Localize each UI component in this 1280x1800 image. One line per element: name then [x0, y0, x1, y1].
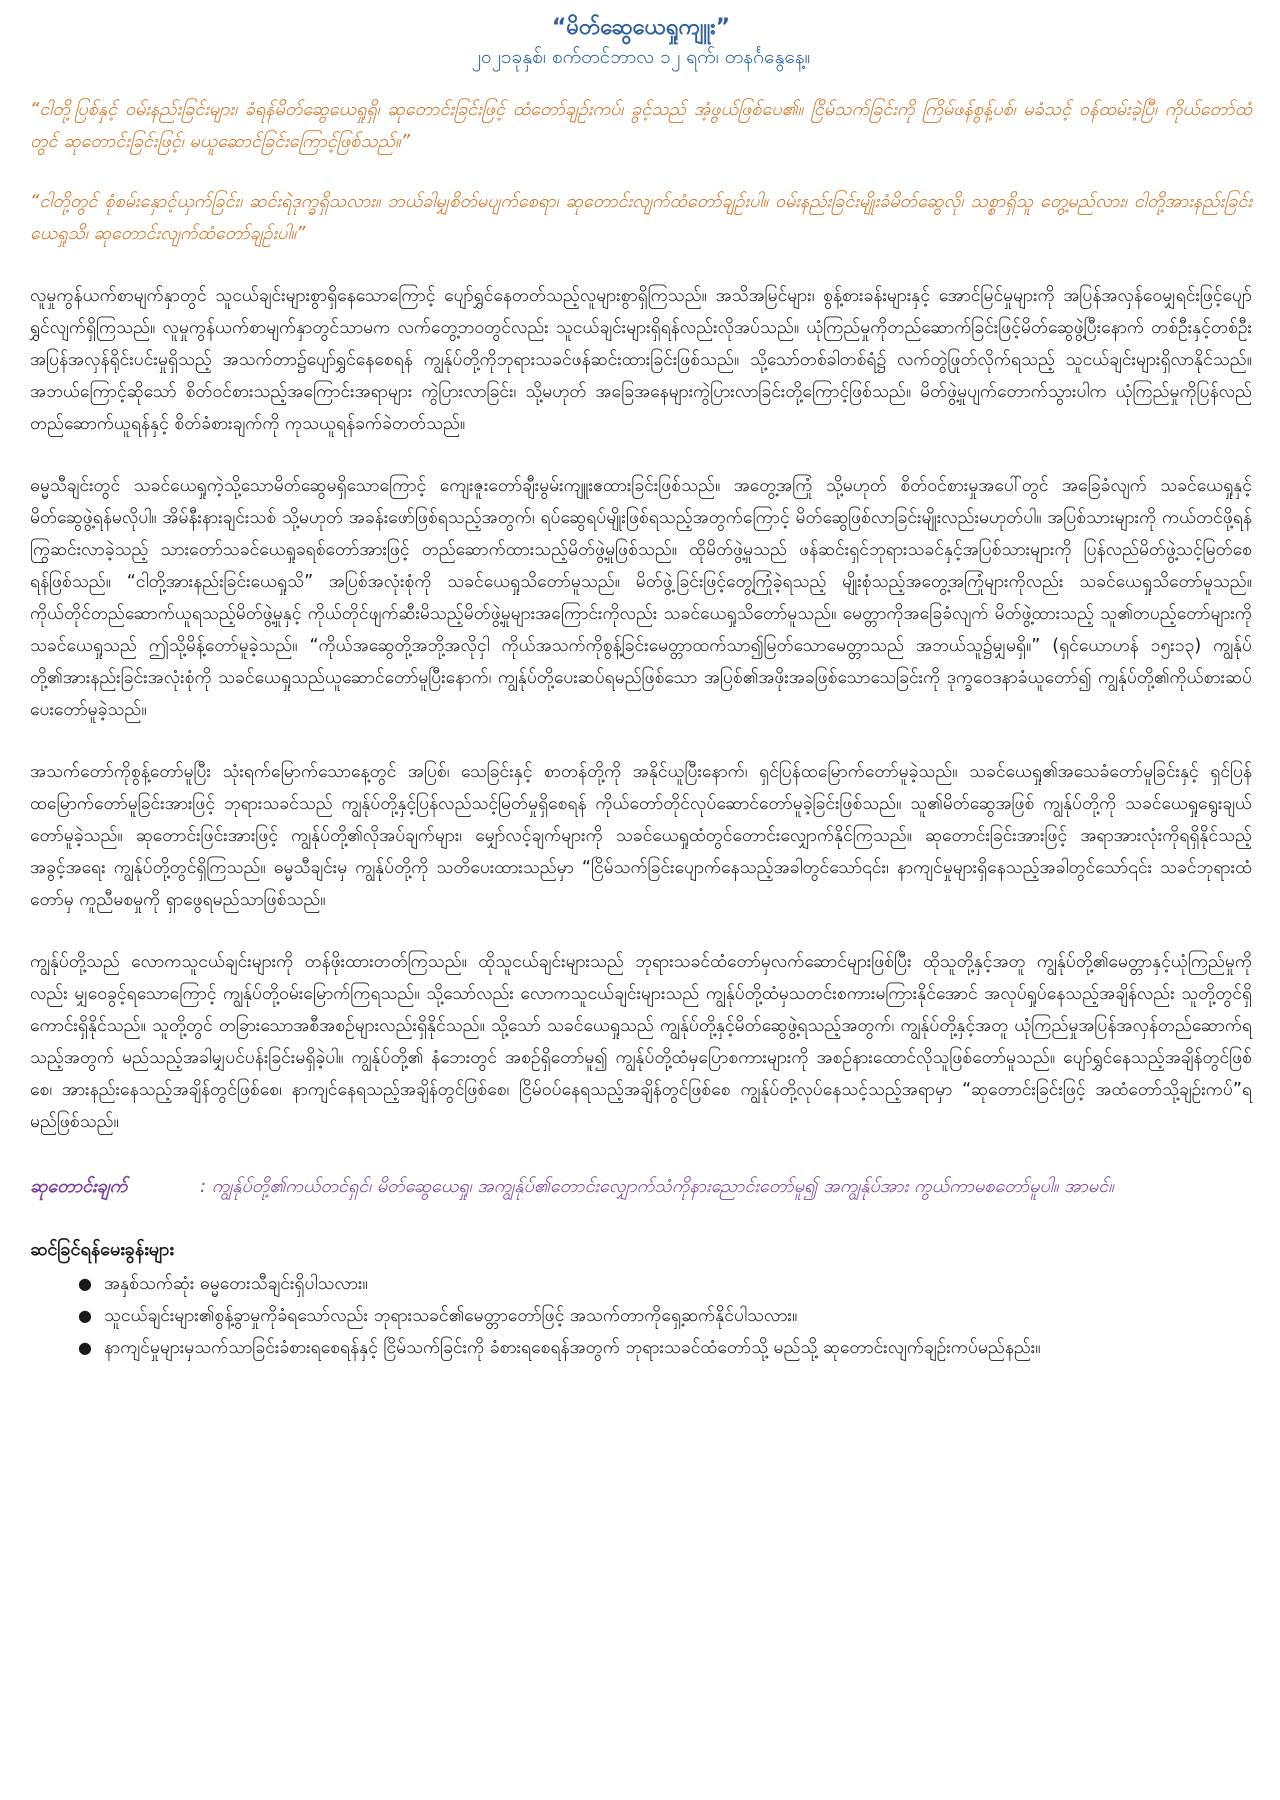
devotional-page [30, 0, 1252, 1364]
hymn-quote-1: “ငါတို့ပြစ်နှင့် ဝမ်းနည်းခြင်းများ၊ ခံရန်မိတ်ဆွေယေရှုရှိ၊ ဆုတောင်းခြင်းဖြင့် ထံတော်ချဉ်းကပ်၊ ခွင့်သည် အံ့ဖွယ်ဖြစ်ပေ၏။ ငြိမ်သက်ခြင်းကို ကြိမ်ဖန်စွန့်ပစ်၊ မခံသင့် ဝန်ထမ်းခဲ့ပြီ၊ ကိုယ်တော်ထံတွင် ဆုတောင်းခြင်းဖြင့်၊ မယူဆောင်ခြင်းကြောင့်ဖြစ်သည်။” [30, 99, 1252, 152]
body-paragraph-1: လူမှုကွန်ယက်စာမျက်နှာတွင် သူငယ်ချင်းများစွာရှိနေသောကြောင့် ပျော်ရွှင်နေတတ်သည့်လူများစွာရှိကြသည်။ အသိအမြင်များ၊ စွန့်စားခန်းများနှင့် အောင်မြင်မှုများကို အပြန်အလှန်ဝေမျှရင်းဖြင့်ပျော်ရွှင်လျက်ရှိကြသည်။ လူမှုကွန်ယက်စာမျက်နှာတွင်သာမက လက်တွေ့ဘဝတွင်လည်း သူငယ်ချင်းများရှိရန်လည်းလိုအပ်သည်။ ယုံကြည်မှုကိုတည်ဆောက်ခြင်းဖြင့်မိတ်ဆွေဖွဲ့ပြီးနောက် တစ်ဦးနှင့်တစ်ဦးအပြန်အလှန်ရိုင်းပင်းမှုရှိသည့် အသက်တာ၌ပျော်ရွှင်နေစေရန် ကျွန်ုပ်တို့ကိုဘုရားသခင်ဖန်ဆင်းထားခြင်းဖြစ်သည်။ သို့သော်တစ်ခါတစ်ရံ၌ လက်တွဲဖြုတ်လိုက်ရသည့် သူငယ်ချင်းများရှိလာနိုင်သည်။ အဘယ်ကြောင့်ဆိုသော် စိတ်ဝင်စားသည့်အကြောင်းအရာများ ကွဲပြားလာခြင်း၊ သို့မဟုတ် အခြေအနေများကွဲပြားလာခြင်းတို့ကြောင့်ဖြစ်သည်။ မိတ်ဖွဲ့မှုပျက်တောက်သွားပါက ယုံကြည်မှုကိုပြန်လည်တည်ဆောက်ယူရန်နှင့် စိတ်ခံစားချက်ကို ကုသယူရန်ခက်ခဲတတ်သည်။ [30, 286, 1252, 434]
prayer-label: ဆုတောင်းချက် [30, 1176, 128, 1197]
question-text-2: သူငယ်ချင်းများ၏စွန့်ခွာမှုကိုခံရသော်လည်း ဘုရားသခင်၏မေတ္တာတော်ဖြင့် အသက်တာကိုရှေ့ဆက်နိုင်ပါသလား။ [104, 1306, 798, 1326]
bullet-icon: ● [78, 1338, 92, 1357]
bullet-icon: ● [78, 1306, 92, 1325]
prayer-block [30, 1172, 1252, 1202]
questions-list [30, 1268, 1252, 1364]
hymn-quote-2: “ငါတို့တွင် စုံစမ်းနှောင့်ယှက်ခြင်း၊ ဆင်းရဲဒုက္ခရှိသလား။ ဘယ်ခါမျှစိတ်မပျက်စေရာ၊ ဆုတောင်းလျက်ထံတော်ချဉ်းပါ။ ဝမ်းနည်းခြင်းမျိုးခံမိတ်ဆွေလို၊ သစ္စာရှိသူ တွေ့မည်လား၊ ငါတို့အားနည်းခြင်းယေရှုသိ၊ ဆုတောင်းလျက်ထံတော်ချဉ်းပါ။” [30, 191, 1252, 244]
list-item [78, 1268, 1252, 1300]
body-paragraph-3: အသက်တော်ကိုစွန့်တော်မူပြီး သုံးရက်မြောက်သောနေ့တွင် အပြစ်၊ သေခြင်းနှင့် စာတန်တို့ကို အနိုင်ယူပြီးနောက်၊ ရှင်ပြန်ထမြောက်တော်မူခဲ့သည်။ သခင်ယေရှု၏အသေခံတော်မူခြင်းနှင့် ရှင်ပြန်ထမြောက်တော်မူခြင်းအားဖြင့် ဘုရားသခင်သည် ကျွန်ုပ်တို့နှင့်ပြန်လည်သင့်မြတ်မှုရှိစေရန် ကိုယ်တော်တိုင်လုပ်ဆောင်တော်မူခဲ့ခြင်းဖြစ်သည်။ သူ၏မိတ်ဆွေအဖြစ် ကျွန်ုပ်တို့ကို သခင်ယေရှုရွေးချယ်တော်မူခဲ့သည်။ ဆုတောင်းဖြင်းအားဖြင့် ကျွန်ုပ်တို့၏လိုအပ်ချက်များ၊ မျှော်လင့်ချက်များကို သခင်ယေရှုထံတွင်တောင်းလျှောက်နိုင်ကြသည်။ ဆုတောင်းခြင်းအားဖြင့် အရာအားလုံးကိုရရှိနိုင်သည့်အခွင့်အရေး ကျွန်ုပ်တို့တွင်ရှိကြသည်။ ဓမ္မသီချင်းမှ ကျွန်ုပ်တို့ကို သတိပေးထားသည်မှာ “ငြိမ်သက်ခြင်းပျောက်နေသည့်အခါတွင်သော်၎င်း၊ နာကျင်မှုများရှိနေသည့်အခါတွင်သော်၎င်း သခင်ဘုရားထံတော်မှ ကူညီမစမှုကို ရှာဖွေရမည်သာဖြစ်သည်။ [30, 762, 1252, 910]
list-item [78, 1332, 1252, 1364]
body-paragraph-2: ဓမ္မသီချင်းတွင် သခင်ယေရှုကဲ့သို့သောမိတ်ဆွေမရှိသောကြောင့် ကျေးဇူးတော်ချီးမွမ်းကျူးဧထားခြင်းဖြစ်သည်။ အတွေ့အကြုံ သို့မဟုတ် စိတ်ဝင်စားမှုအပေါ်တွင် အခြေခံလျက် သခင်ယေရှုနှင့် မိတ်ဆွေဖွဲ့ရန်မလိုပါ။ အိမ်နီးနားချင်းသစ် သို့မဟုတ် အခန်းဖော်ဖြစ်ရသည့်အတွက်၊ ရပ်ဆွေရပ်မျိုးဖြစ်ရသည့်အတွက်ကြောင့် မိတ်ဆွေဖြစ်လာခြင်းမျိုးလည်းမဟုတ်ပါ။ အပြစ်သားများကို ကယ်တင်ဖို့ရန်ကြွဆင်းလာခဲ့သည့် သားတော်သခင်ယေရှုခရစ်တော်အားဖြင့် တည်ဆောက်ထားသည့်မိတ်ဖွဲ့မှုဖြစ်သည်။ ထိုမိတ်ဖွဲ့မှုသည် ဖန်ဆင်းရှင်ဘုရားသခင်နှင့်အပြစ်သားများကို ပြန်လည်မိတ်ဖွဲ့သင့်မြတ်စေရန်ဖြစ်သည်။ “ငါတို့အားနည်းခြင်းယေရှုသိ” အပြစ်အလုံးစုံကို သခင်ယေရှုသိတော်မူသည်။ မိတ်ဖွဲ့ခြင်းဖြင့်တွေ့ကြုံခဲ့ရသည့် မျိုးစုံသည့်အတွေ့အကြုံများကိုလည်း သခင်ယေရှုသိတော်မူသည်။ ကိုယ်တိုင်တည်ဆောက်ယူရသည့်မိတ်ဖွဲ့မှုနှင့် ကိုယ်တိုင်ဖျက်ဆီးမိသည့်မိတ်ဖွဲ့မှုများအကြောင်းကိုလည်း သခင်ယေရှုသိတော်မူသည်။ မေတ္တာကိုအခြေခံလျက် မိတ်ဖွဲ့ထားသည့် သူ၏တပည့်တော်များကို သခင်ယေရှုသည် ဤသို့မိန့်တော်မူခဲ့သည်။ “ကိုယ်အဆွေတို့အဘို့အလိုငှါ ကိုယ်အသက်ကိုစွန့်ခြင်းမေတ္တာထက်သာ၍မြတ်သောမေတ္တာသည် အဘယ်သူ၌မျှမရှိ။” (ရှင်ယောဟန် ၁၅း၁၃) ကျွန်ုပ်တို့၏အားနည်းခြင်းအလုံးစုံကို သခင်ယေရှုသည်ယူဆောင်တော်မူပြီးနောက်၊ ကျွန်ုပ်တို့ပေးဆပ်ရမည်ဖြစ်သော အပြစ်၏အဖိုးအခဖြစ်သောသေခြင်းကို ဒုက္ခဝေဒနာခံယူတော်၍ ကျွန်ုပ်တို့၏ကိုယ်စားဆပ်ပေးတော်မူခဲ့သည်။ [30, 476, 1252, 720]
question-text-3: နာကျင်မှုများမှသက်သာခြင်းခံစားရစေရန်နှင့် ငြိမ်သက်ခြင်းကို ခံစားရစေရန်အတွက် ဘုရားသခင်ထံတော်သို့ မည်သို့ ဆုတောင်းလျက်ချဉ်းကပ်မည်နည်း။ [104, 1338, 1041, 1358]
question-text-1: အနှစ်သက်ဆုံး ဓမ္မတေးသီချင်းရှိပါသလား။ [104, 1274, 368, 1294]
page-title: “မိတ်ဆွေယေရှုကျူး” [551, 15, 731, 40]
body-paragraph-4: ကျွန်ုပ်တို့သည် လောကသူငယ်ချင်းများကို တန်ဖိုးထားတတ်ကြသည်။ ထိုသူငယ်ချင်းများသည် ဘုရားသခင်ထံတော်မှလက်ဆောင်များဖြစ်ပြီး ထိုသူတို့နှင့်အတူ ကျွန်ုပ်တို့၏မေတ္တာနှင့်ယုံကြည်မှုကိုလည်း မျှဝေခွင့်ရသောကြောင့် ကျွန်ုပ်တို့ဝမ်းမြောက်ကြရသည်။ သို့သော်လည်း လောကသူငယ်ချင်းများသည် ကျွန်ုပ်တို့ထံမှသတင်းစကားမကြားနိုင်အောင် အလုပ်ရှုပ်နေသည့်အချိန်လည်း သူတို့တွင်ရှိကောင်းရှိနိုင်သည်။ သူတို့တွင် တခြားသောအစီအစဉ်များလည်းရှိနိုင်သည်။ သို့သော် သခင်ယေရှုသည် ကျွန်ုပ်တို့နှင့်မိတ်ဆွေဖွဲ့ရသည့်အတွက်၊ ကျွန်ုပ်တို့နှင့်အတူ ယုံကြည်မှုအပြန်အလှန်တည်ဆောက်ရသည့်အတွက် မည်သည့်အခါမျှပင်ပန်းခြင်းမရှိခဲ့ပါ။ ကျွန်ုပ်တို့၏ နံဘေးတွင် အစဉ်ရှိတော်မူ၍ ကျွန်ုပ်တို့ထံမှပြောစကားများကို အစဉ်နားထောင်လိုသူဖြစ်တော်မူသည်။ ပျော်ရွှင်နေသည့်အချိန်တွင်ဖြစ်စေ၊ အားနည်းနေသည့်အချိန်တွင်ဖြစ်စေ၊ နာကျင်နေရသည့်အချိန်တွင်ဖြစ်စေ၊ ငြိမ်ဝပ်နေရသည့်အချိန်တွင်ဖြစ်စေ ကျွန်ုပ်တို့လုပ်နေသင့်သည့်အရာမှာ “ဆုတောင်းခြင်းဖြင့် အထံတော်သို့ချဉ်းကပ်”ရမည်ဖြစ်သည်။ [30, 952, 1252, 1132]
bullet-icon: ● [78, 1274, 92, 1293]
prayer-text: : ကျွန်ုပ်တို့၏ကယ်တင်ရှင်၊ မိတ်ဆွေယေရှု၊ အကျွန်ုပ်၏တောင်းလျှောက်သံကိုနားညောင်းတော်မူ၍ အကျွန်ုပ်အား ကွယ်ကာမစတော်မူပါ။ အာမင်။ [200, 1176, 1114, 1197]
page-date: ၂၀၂၁ခုနှစ်၊ စက်တင်ဘာလ ၁၂ ရက်၊ တနင်္ဂနွေနေ့။ [471, 46, 811, 68]
list-item [78, 1300, 1252, 1332]
questions-heading: ဆင်ခြင်ရန်မေးခွန်းများ [30, 1239, 174, 1260]
